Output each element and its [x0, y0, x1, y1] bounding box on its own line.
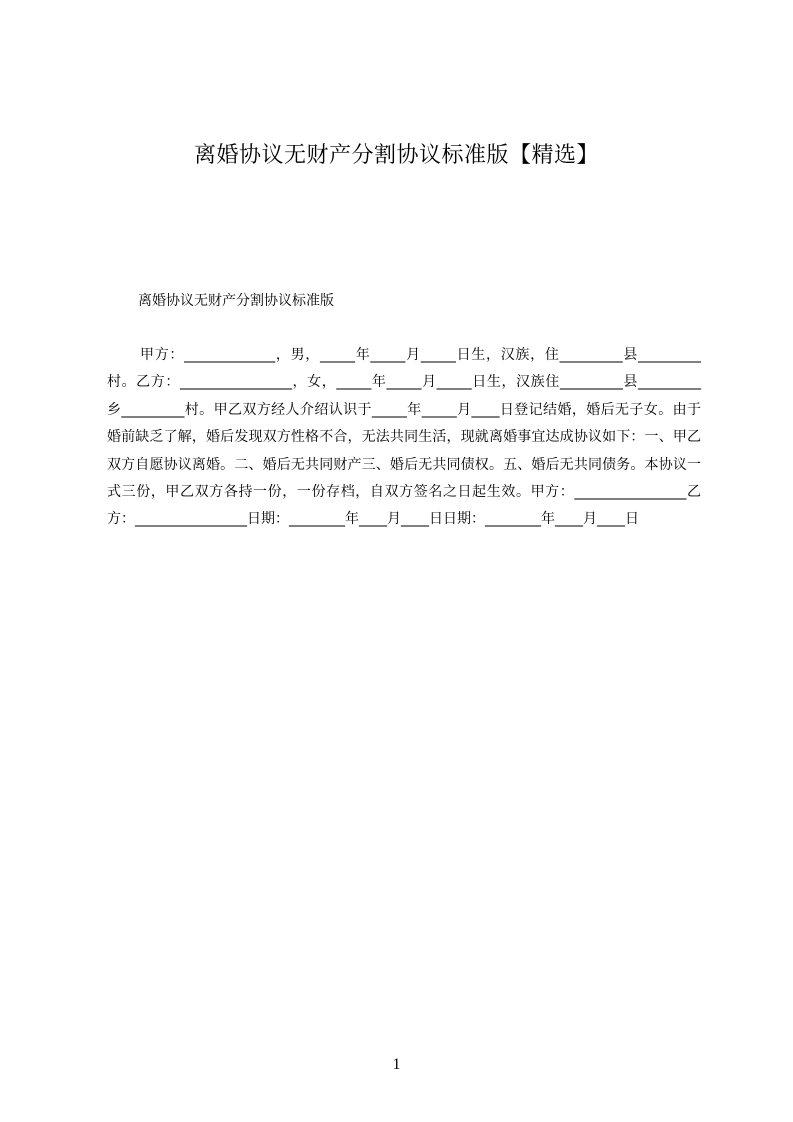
document-subtitle: 离婚协议无财产分割协议标准版 [138, 293, 334, 309]
page-number: 1 [392, 1056, 401, 1073]
agreement-body-paragraph: 甲方：_____________，男，_____年_____月_____日生，汉族，住_________县_________村。乙方：________________，女，_____年_____月_____日生，汉族住_________县_________乡_________村。甲乙双方经人介绍认识于_____年_____月____日登记结婚，婚后无子女。由于婚前缺乏了解，婚后发现双方性格不合，无法共同生活，现就离婚事宜达成协议如下：一、甲乙双方自愿协议离婚。二、婚后无共同财产三、婚后无共同债权。五、婚后无共同债务。本协议一式三份，甲乙双方各持一份，一份存档，自双方签名之日起生效。甲方：________________乙方：________________日期：________年____月____日日期：________年____月____日 [107, 347, 701, 528]
document-title: 离婚协议无财产分割协议标准版【精选】 [193, 143, 599, 168]
